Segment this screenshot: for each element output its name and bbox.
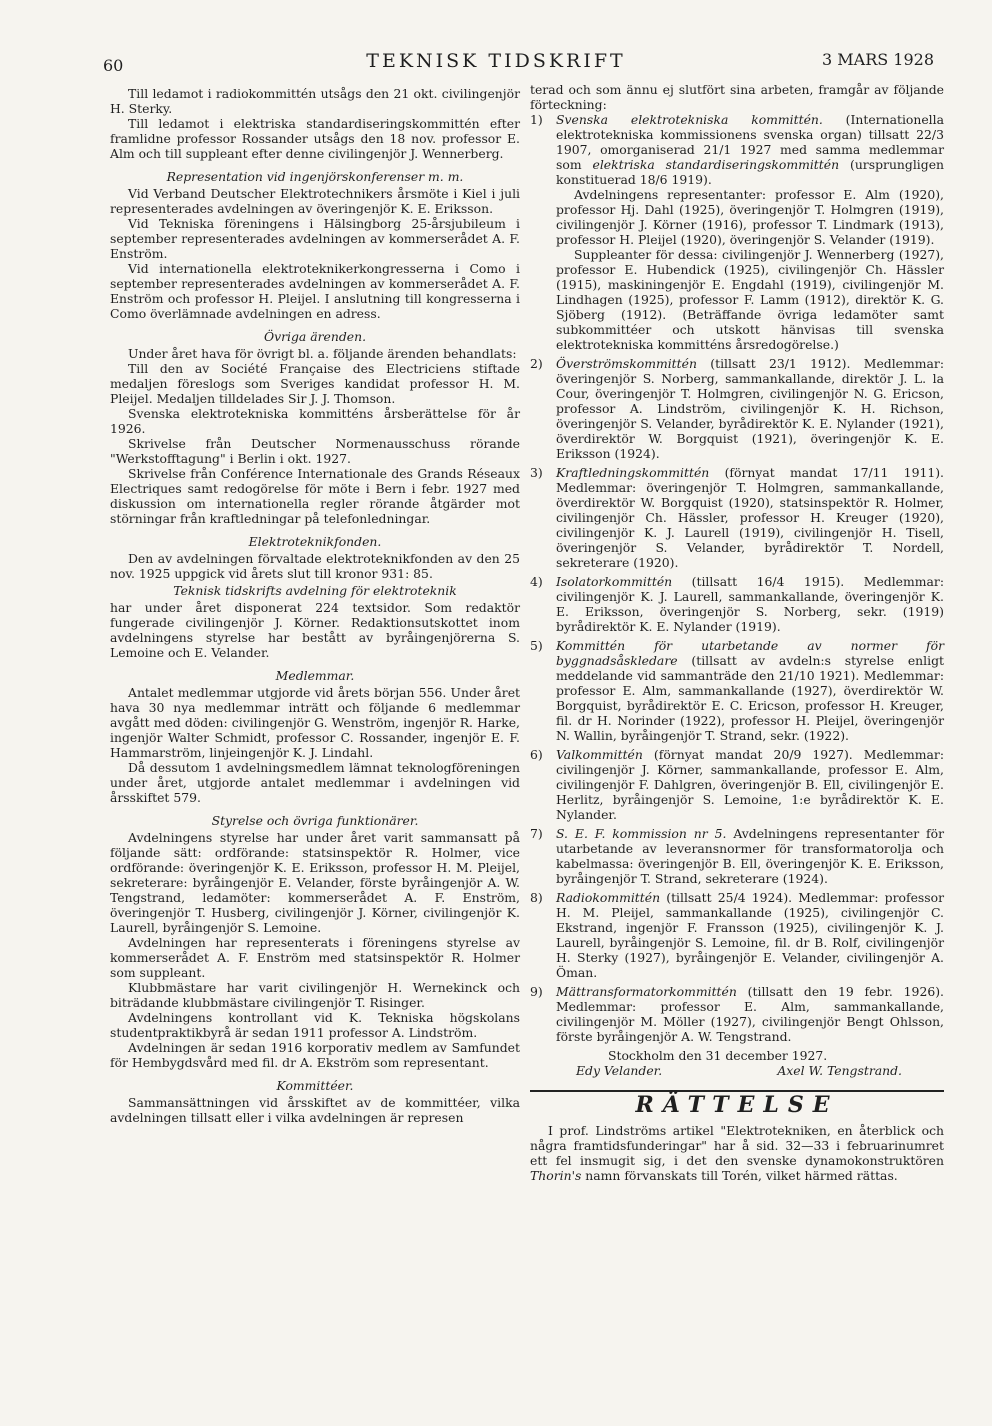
section-heading: Styrelse och övriga funktionärer. [211, 813, 419, 828]
page-number: 60 [103, 56, 124, 75]
section-heading: Representation vid ingenjörskonferenser m. m. [166, 169, 464, 184]
entry-number: 7) [530, 826, 543, 841]
entry-paragraph: Suppleanter för dessa: civilingenjör J. Wennerberg (1927), professor E. Hubendick (1925), civilingenjör Ch. Hässler (1915), maskiningenjör E. Engdahl (1919), civilingenjör M. Lindhagen (1925), professor F. Lamm (1912), direktör K. G. Sjöberg (1912). (Beträffande övriga ledamöter samt subkommittéer och utskott hänvisas till svenska elektrotekniska kommitténs årsredogörelse.) [556, 247, 944, 352]
committee-name: S. E. F. kommission nr 5. [556, 826, 727, 841]
section-heading: Medlemmar. [275, 668, 355, 683]
entry-paragraph [556, 465, 944, 570]
paragraph: Den av avdelningen förvaltade elektroteknikfonden av den 25 nov. 1925 uppgick vid årets slut till kronor 931: 85. [110, 551, 520, 581]
entry-text: (tillsatt den 19 febr. 1926). Medlemmar: professor E. Alm, sammankallande, civilingenjör M. Möller (1927), civilingenjör Bengt Ohlsson, förste byråingenjör A. W. Tengstrand. [556, 984, 944, 1044]
paragraph: Avdelningen har representerats i föreningens styrelse av kommerserådet A. F. Enström med statsinspektör R. Holmer som suppleant. [110, 935, 520, 980]
paragraph: Till ledamot i elektriska standardiseringskommittén efter framlidne professor Rossander utsågs den 18 nov. professor E. Alm och till suppleant efter denne civilingenjör J. Wennerberg. [110, 116, 520, 161]
entry-paragraph [556, 638, 944, 743]
committee-list [530, 112, 944, 1044]
correction-name: Thorin's [530, 1168, 582, 1183]
entry-number: 8) [530, 890, 543, 905]
committee-entry [530, 826, 944, 886]
committee-name: Valkommittén [556, 747, 643, 762]
entry-paragraph [556, 984, 944, 1044]
issue-date: 3 MARS 1928 [821, 50, 934, 69]
entry-paragraph [556, 826, 944, 886]
entry-number: 5) [530, 638, 543, 653]
entry-number: 2) [530, 356, 543, 371]
section-heading: Kommittéer. [276, 1078, 354, 1093]
paragraph: Avdelningen är sedan 1916 korporativ medlem av Samfundet för Hembygdsvård med fil. dr A. Ekström som representant. [110, 1040, 520, 1070]
correction-title: RÄTTELSE [635, 1092, 839, 1118]
entry-text: (tillsatt 16/4 1915). Medlemmar: civilingenjör K. J. Laurell, sammankallande, överingenjör K. E. Eriksson, överingenjör S. Norberg, sekr. (1919) byrådirektör K. E. Nylander (1919). [556, 574, 944, 634]
closing [530, 1048, 944, 1063]
journal-title: TEKNISK TIDSKRIFT [366, 50, 626, 72]
paragraph: Antalet medlemmar utgjorde vid årets början 556. Under året hava 30 nya medlemmar inträtt och följande 6 medlemmar avgått med döden: civilingenjör G. Wenström, ingenjör R. Harke, ingenjör Walter Schmidt, professor C. Rossander, ingenjör E. F. Hammarström, linjeingenjör K. J. Lindahl. [110, 685, 520, 760]
paragraph: Vid Verband Deutscher Elektrotechnikers årsmöte i Kiel i juli representerades avdelningen av överingenjör K. E. Eriksson. [110, 186, 520, 216]
paragraph: Då dessutom 1 avdelningsmedlem lämnat teknologföreningen under året, utgjorde antalet medlemmar i avdelningen vid årsskiftet 579. [110, 760, 520, 805]
committee-entry [530, 574, 944, 634]
paragraph: Till ledamot i radiokommittén utsågs den 21 okt. civilingenjör H. Sterky. [110, 86, 520, 116]
committee-entry [530, 356, 944, 461]
entry-number: 6) [530, 747, 543, 762]
entry-text: (tillsatt 25/4 1924). Medlemmar: professor H. M. Pleijel, sammankallande (1925), civilingenjör C. Ekstrand, ingenjör F. Fransson (1925), civilingenjör K. J. Laurell, byråingenjör S. Lemoine, fil. dr B. Rolf, civilingenjör H. Sterky (1927), byråingenjör E. Velander, civilingenjör A. Öman. [556, 890, 944, 980]
committee-entry [530, 747, 944, 822]
paragraph: Sammansättningen vid årsskiftet av de kommittéer, vilka avdelningen tillsatt eller i vilka avdelningen är represen [110, 1095, 520, 1125]
section-heading: Övriga ärenden. [263, 329, 367, 344]
correction-text-part: I prof. Lindströms artikel "Elektrotekniken, en återblick och några framtidsfunderingar" har å sid. 32—33 i februarinumret ett fel insmugit sig, i det den svenske dynamokonstruktören [530, 1123, 944, 1168]
paragraph: Vid Tekniska föreningens i Hälsingborg 25-årsjubileum i september representerades avdelningen av kommerserådet A. F. Enström. [110, 216, 520, 261]
committee-entry [530, 112, 944, 352]
committee-entry [530, 638, 944, 743]
paragraph: Skrivelse från Deutscher Normenausschuss rörande "Werkstofftagung" i Berlin i okt. 1927. [110, 436, 520, 466]
entry-text: Avdelningens representanter för utarbetande av leveransnormer för transformatorolja och kabelmassa: överingenjör B. Ell, överingenjör K. E. Eriksson, byråingenjör T. Strand, sekreterare (1924). [556, 826, 944, 886]
committee-name: Kommittén för utarbetande av normer för byggnadsåskledare [556, 638, 944, 668]
entry-paragraph: Avdelningens representanter: professor E. Alm (1920), professor Hj. Dahl (1925), överingenjör T. Holmgren (1919), civilingenjör J. Körner (1916), professor T. Lindmark (1913), professor H. Pleijel (1920), överingenjör S. Velander (1919). [556, 187, 944, 247]
entry-number: 9) [530, 984, 543, 999]
paragraph: Klubbmästare har varit civilingenjör H. Wernekinck och biträdande klubbmästare civilingenjör T. Risinger. [110, 980, 520, 1010]
paragraph: Under året hava för övrigt bl. a. följande ärenden behandlats: [128, 346, 517, 361]
entry-text: (förnyat mandat 20/9 1927). Medlemmar: civilingenjör J. Körner, sammankallande, professor E. Alm, civilingenjör F. Dahlgren, överingenjör B. Ell, civilingenjör E. Herlitz, byråingenjör S. Lemoine, 1:e byrådirektör K. E. Nylander. [556, 747, 944, 822]
committee-name: elektriska standardiseringskommittén [592, 157, 840, 172]
entry-number: 1) [530, 112, 543, 127]
paragraph: terad och som ännu ej slutfört sina arbeten, framgår av följande förteckning: [530, 82, 944, 112]
committee-name: Svenska elektrotekniska kommittén. [556, 112, 823, 127]
entry-number: 4) [530, 574, 543, 589]
paragraph: Skrivelse från Conférence Internationale des Grands Réseaux Electriques samt redogörelse för möte i Bern i febr. 1927 med diskussion om internationella regler rörande åtgärder mot störningar från kraftledningar på telefonledningar. [110, 466, 520, 526]
entry-paragraph [556, 890, 944, 980]
committee-entry [530, 465, 944, 570]
entry-paragraph [556, 574, 944, 634]
place-date: Stockholm den 31 december 1927. [608, 1048, 828, 1063]
committee-name: Isolatorkommittén [556, 574, 673, 589]
right-column [530, 82, 944, 1183]
page-header [0, 46, 992, 76]
paragraph: Avdelningens styrelse har under året varit sammansatt på följande sätt: ordförande: statsinspektör R. Holmer, vice ordförande: överingenjör K. E. Eriksson, professor H. M. Pleijel, sekreterare: byråingenjör E. Velander, förste byråingenjör A. W. Tengstrand, ledamöter: kommerserådet A. F. Enström, överingenjör T. Husberg, civilingenjör J. Körner, civilingenjör K. Laurell, byråingenjör S. Lemoine. [110, 830, 520, 935]
committee-entry [530, 890, 944, 980]
correction-text [530, 1123, 944, 1183]
signature: Edy Velander. [576, 1063, 663, 1078]
paragraph: Avdelningens kontrollant vid K. Tekniska högskolans studentpraktikbyrå är sedan 1911 professor A. Lindström. [110, 1010, 520, 1040]
paragraph: Vid internationella elektroteknikerkongresserna i Como i september representerades avdelningen av kommerserådet A. F. Enström och professor H. Pleijel. I anslutning till kongresserna i Como överlämnade avdelningen en adress. [110, 261, 520, 321]
signature: Axel W. Tengstrand. [777, 1063, 902, 1078]
entry-text: (tillsatt 23/1 1912). Medlemmar: överingenjör S. Norberg, sammankallande, direktör J. L. la Cour, överingenjör T. Holmgren, civilingenjör N. G. Ericson, professor A. Lindström, civilingenjör K. H. Richson, överingenjör S. Velander, byrådirektör K. E. Nylander (1921), överdirektör W. Borgquist (1921), överingenjör K. E. Eriksson (1924). [556, 356, 944, 461]
paragraph: har under året disponerat 224 textsidor. Som redaktör fungerade civilingenjör J. Körner. Redaktionsutskottet inom avdelningens styrelse har bestått av byråingenjörerna S. Lemoine och E. Velander. [110, 600, 520, 660]
committee-name: Radiokommittén [556, 890, 661, 905]
committee-name: Kraftledningskommittén [556, 465, 710, 480]
entry-text: (ursprungligen konstituerad 18/6 1919). [556, 157, 945, 187]
section-heading: Teknisk tidskrifts avdelning för elektroteknik [173, 583, 457, 598]
committee-name: Mättransformatorkommittén [556, 984, 737, 999]
correction-text-part: namn förvanskats till Torén, vilket härmed rättas. [581, 1168, 898, 1183]
committee-entry [530, 984, 944, 1044]
entry-text: (tillsatt av avdeln:s styrelse enligt meddelande vid sammanträde den 21/10 1921). Medlemmar: professor E. Alm, sammankallande (1927), överdirektör W. Borgquist, byrådirektör E. C. Ericson, professor H. Kreuger, fil. dr H. Norinder (1922), professor H. Pleijel, överingenjör N. Wallin, byråingenjör T. Strand, sekr. (1922). [556, 653, 944, 743]
paragraph: Till den av Société Française des Electriciens stiftade medaljen föreslogs som Sveriges kandidat professor H. M. Pleijel. Medaljen tilldelades Sir J. J. Thomson. [110, 361, 520, 406]
signatures [530, 1063, 944, 1078]
entry-text: (Internationella elektrotekniska kommissionens svenska organ) tillsatt 22/3 1907, omorganiserad 21/1 1927 med samma medlemmar som [556, 112, 944, 172]
entry-text: (förnyat mandat 17/11 1911). Medlemmar: överingenjör T. Holmgren, sammankallande, överdirektör W. Borgquist (1920), statsinspektör R. Holmer, civilingenjör Ch. Hässler, professor H. Kreuger (1920), civilingenjör K. J. Laurell (1919), civilingenjör H. Tisell, överingenjör S. Velander, byrådirektör T. Nordell, sekreterare (1920). [556, 465, 944, 570]
entry-paragraph [556, 747, 944, 822]
paragraph: Svenska elektrotekniska kommitténs årsberättelse för år 1926. [110, 406, 520, 436]
entry-number: 3) [530, 465, 543, 480]
committee-name: Överströmskommittén [556, 356, 697, 371]
entry-paragraph [556, 112, 944, 187]
left-column [110, 86, 520, 1125]
entry-paragraph [556, 356, 944, 461]
section-heading: Elektroteknikfonden. [248, 534, 382, 549]
